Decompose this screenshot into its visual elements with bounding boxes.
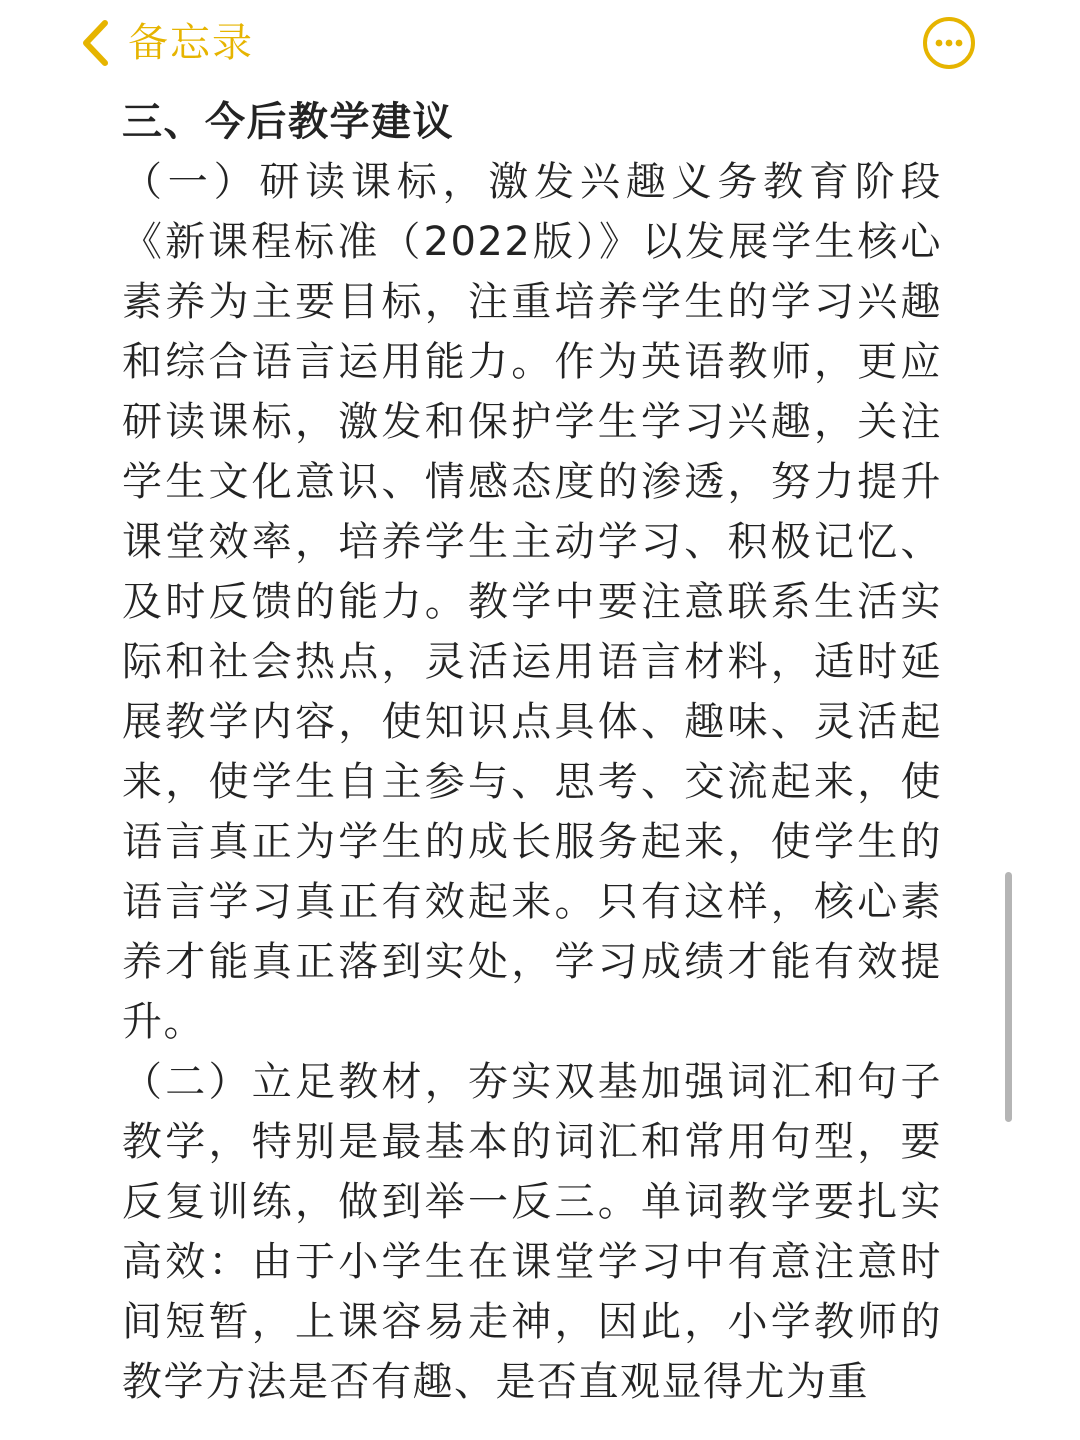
note-paragraph: （一）研读课标，激发兴趣义务教育阶段《新课程标准（2022版）》以发展学生核心素养为主要目标，注重培养学生的学习兴趣和综合语言运用能力。作为英语教师，更应研读课标，激发和保护学生学习兴趣，关注学生文化意识、情感态度的渗透，努力提升课堂效率，培养学生主动学习、积极记忆、及时反馈的能力。教学中要注意联系生活实际和社会热点，灵活运用语言材料，适时延展教学内容，使知识点具体、趣味、灵活起来，使学生自主参与、思考、交流起来，使语言真正为学生的成长服务起来，使学生的语言学习真正有效起来。只有这样，核心素养才能真正落到实处，学习成绩才能有效提升。 <box>122 159 942 1045</box>
scrollbar[interactable] <box>1005 872 1012 1122</box>
back-button[interactable] <box>78 16 254 70</box>
note-paragraph: （二）立足教材，夯实双基加强词汇和句子教学，特别是最基本的词汇和常用句型，要反复训练，做到举一反三。单词教学要扎实高效：由于小学生在课堂学习中有意注意时间短暂，上课容易走神，因此，小学教师的教学方法是否有趣、是否直观显得尤为重 <box>122 1059 942 1405</box>
section-heading: 三、今后教学建议 <box>122 99 454 145</box>
more-options-button[interactable] <box>922 16 976 70</box>
more-horizontal-icon <box>922 16 976 70</box>
note-body[interactable] <box>122 92 942 1412</box>
back-label: 备忘录 <box>128 20 254 66</box>
chevron-left-icon <box>78 17 112 69</box>
navigation-bar <box>0 0 1080 90</box>
